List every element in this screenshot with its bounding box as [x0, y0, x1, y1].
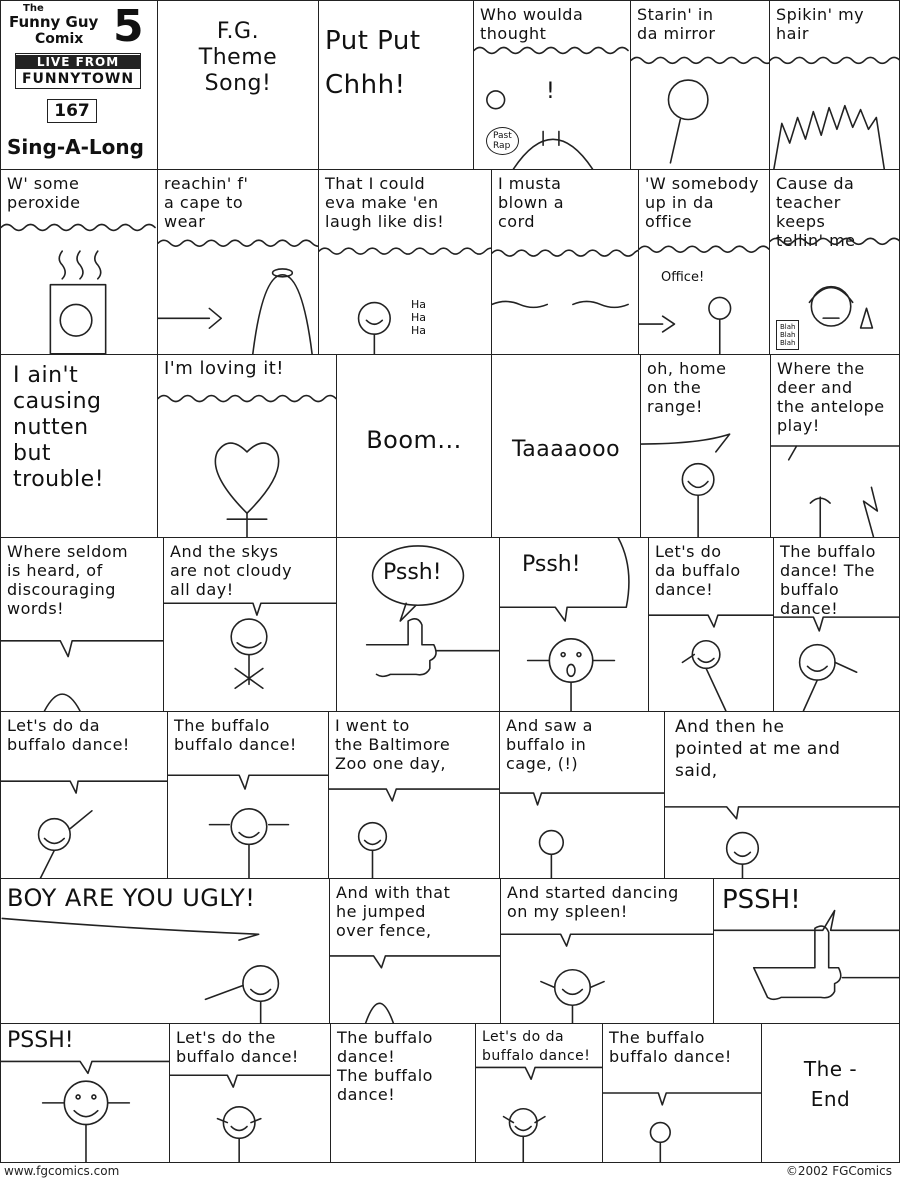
- panel-31-art: [501, 879, 713, 1023]
- panel-33: [0, 1023, 170, 1163]
- panel-17-art: [771, 355, 899, 537]
- logo-line1: The: [23, 3, 44, 14]
- panel-24: Let's do da buffalo dance!: [0, 711, 168, 879]
- panel-5: Spikin' my hair: [769, 0, 900, 170]
- panel-10-art: [639, 170, 769, 354]
- panel-8-art: [319, 170, 491, 354]
- subtitle-town: FUNNYTOWN: [21, 71, 135, 87]
- panel-3: Who woulda thought ! Past Rap: [473, 0, 631, 170]
- note-blah: Blah Blah Blah: [776, 320, 799, 350]
- pssh-caption-1: PSSH!: [722, 885, 801, 915]
- panel-27: And saw a buffalo in cage, (!): [499, 711, 665, 879]
- logo-panel: [0, 0, 158, 170]
- panel-30-art: [330, 879, 500, 1023]
- panel-29-art: [1, 879, 329, 1023]
- panel-11: Cause da teacher keeps tellin' me Blah Blah Blah: [769, 169, 900, 355]
- panel-2: Put Put Chhh!: [318, 0, 474, 170]
- panel-37: The buffalo buffalo dance!: [602, 1023, 762, 1163]
- panel-13: I'm loving it!: [157, 354, 337, 538]
- panel-25: The buffalo buffalo dance!: [167, 711, 329, 879]
- panel-26-art: [329, 712, 499, 878]
- panel-5-art: [770, 1, 899, 169]
- panel-15: Taaaaooo: [491, 354, 641, 538]
- panel-20: [336, 537, 500, 712]
- panel-28-art: [665, 712, 899, 878]
- sfx-ha: Ha Ha Ha: [411, 298, 427, 337]
- tag-line: Sing-A-Long: [7, 135, 144, 159]
- panel-19-art: [164, 538, 336, 711]
- panel-21: [499, 537, 649, 712]
- panel-7: reachin' f' a cape to wear: [157, 169, 319, 355]
- subtitle-box: [15, 53, 141, 89]
- pssh-bubble-2: Pssh!: [522, 552, 581, 577]
- panel-29: BOY ARE YOU UGLY!: [0, 878, 330, 1024]
- panel-7-art: [158, 170, 318, 354]
- panel-4: Starin' in da mirror: [630, 0, 770, 170]
- panel-36-art: [476, 1024, 602, 1162]
- panel-32: [713, 878, 900, 1024]
- panel-23: The buffalo dance! The buffalo dance!: [773, 537, 900, 712]
- panel-4-art: [631, 1, 769, 169]
- panel-27-art: [500, 712, 664, 878]
- panel-13-art: [158, 355, 336, 537]
- panel-8: That I could eva make 'en laugh like dis! Ha Ha Ha: [318, 169, 492, 355]
- panel-19: And the skys are not cloudy all day!: [163, 537, 337, 712]
- footer-copyright: ©2002 FGComics: [785, 1164, 892, 1178]
- panel-9-art: [492, 170, 638, 354]
- panel-31: And started dancing on my spleen!: [500, 878, 714, 1024]
- panel-36: Let's do da buffalo dance!: [475, 1023, 603, 1163]
- issue-number: 167: [47, 99, 97, 123]
- panel-26: I went to the Baltimore Zoo one day,: [328, 711, 500, 879]
- panel-1: F.G. Theme Song!: [157, 0, 319, 170]
- panel-24-art: [1, 712, 167, 878]
- panel-18-art: [1, 538, 163, 711]
- panel-14: Boom...: [336, 354, 492, 538]
- panel-18: Where seldom is heard, of discouraging words!: [0, 537, 164, 712]
- logo-line3: Comix: [35, 31, 84, 47]
- panel-17: Where the deer and the antelope play!: [770, 354, 900, 538]
- panel-34-art: [170, 1024, 330, 1162]
- logo-number: 5: [113, 1, 144, 52]
- panel-30: And with that he jumped over fence,: [329, 878, 501, 1024]
- panel-23-art: [774, 538, 899, 711]
- panel-25-art: [168, 712, 328, 878]
- panel-22: Let's do da buffalo dance!: [648, 537, 774, 712]
- panel-35: The buffalo dance! The buffalo dance!: [330, 1023, 476, 1163]
- sfx-exclaim: !: [546, 79, 555, 104]
- panel-12: I ain't causing nutten but trouble!: [0, 354, 158, 538]
- panel-28: And then he pointed at me and said,: [664, 711, 900, 879]
- subtitle-live: LIVE FROM: [16, 55, 140, 69]
- footer-url: www.fgcomics.com: [4, 1164, 120, 1178]
- panel-37-art: [603, 1024, 761, 1162]
- logo-line2: Funny Guy: [9, 13, 99, 31]
- panel-6: W' some peroxide: [0, 169, 158, 355]
- panel-22-art: [649, 538, 773, 711]
- panel-38: The - End: [761, 1023, 900, 1163]
- pssh-bubble-1: Pssh!: [383, 560, 442, 585]
- pssh-caption-2: PSSH!: [7, 1028, 74, 1053]
- panel-10: 'W somebody up in da office Office!: [638, 169, 770, 355]
- panel-16: oh, home on the range!: [640, 354, 771, 538]
- panel-9: I musta blown a cord: [491, 169, 639, 355]
- sfx-office: Office!: [661, 270, 705, 285]
- note-past-rap: Past Rap: [486, 127, 519, 155]
- panel-34: Let's do the buffalo dance!: [169, 1023, 331, 1163]
- panel-6-art: [1, 170, 157, 354]
- panel-16-art: [641, 355, 770, 537]
